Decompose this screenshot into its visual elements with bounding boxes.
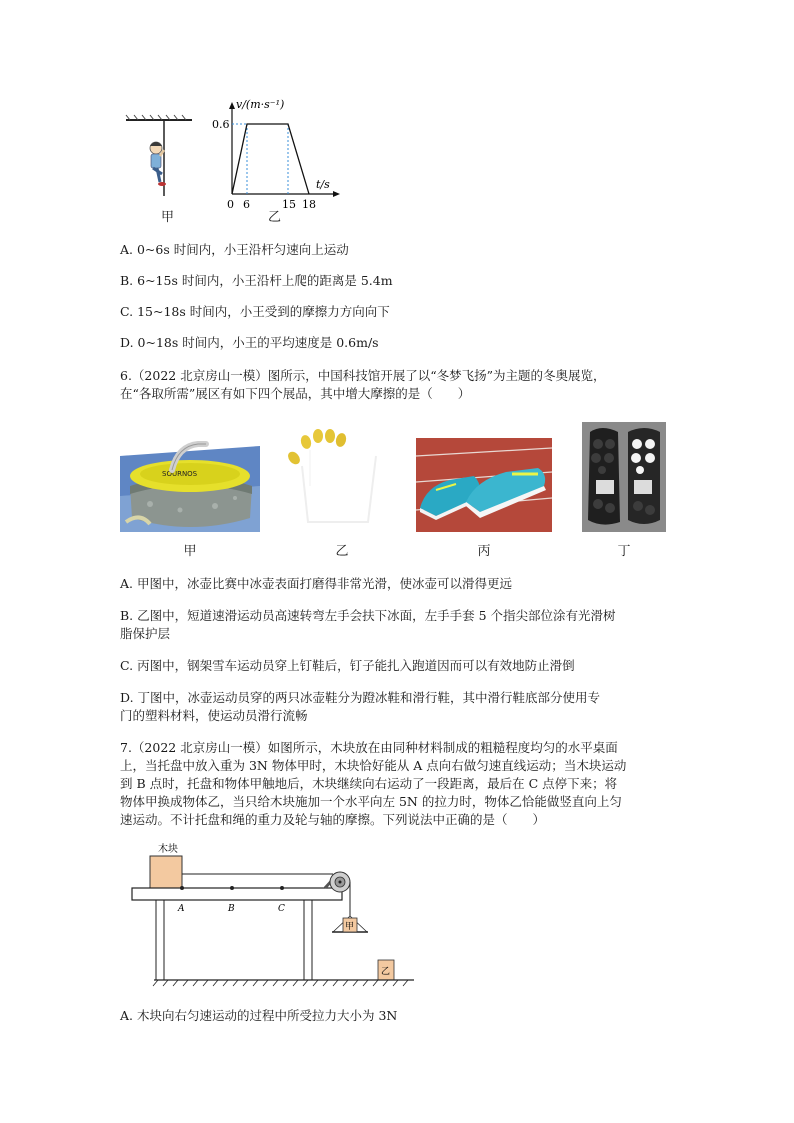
curling-brand-text: SOURNOS — [162, 470, 198, 478]
q6-stem-line2: 在“各取所需”展区有如下四个展品，其中增大摩擦的是（ ） — [120, 386, 471, 401]
object-yi-label: 乙 — [381, 967, 391, 977]
q6-option-b-line2: 脂保护层 — [120, 626, 171, 641]
q7-stem-line2: 上，当托盘中放入重为 3N 物体甲时，木块恰好能从 A 点向右做匀速直线运动；当木块运动 — [120, 758, 627, 773]
q7-stem-line1: 7.（2022 北京房山一模）如图所示，木块放在由同种材料制成的粗糙程度均匀的水平桌面 — [120, 740, 618, 755]
q5-option-a: A. 0~6s 时间内，小王沿杆匀速向上运动 — [120, 242, 349, 257]
vt-y-tick-06: 0.6 — [212, 118, 230, 131]
q5-option-d: D. 0~18s 时间内，小王的平均速度是 0.6m/s — [120, 335, 379, 350]
table-pulley-diagram — [120, 838, 420, 998]
photo-glove-fingertips — [280, 426, 400, 532]
vt-x-tick-0: 0 — [227, 198, 234, 211]
vt-x-axis-label: t/s — [316, 178, 330, 191]
table-top — [132, 888, 342, 900]
q6-option-d-line2: 门的塑料材料，使运动员滑行流畅 — [120, 708, 308, 723]
q7-stem-line5: 速运动。不计托盘和绳的重力及轮与轴的摩擦。下列说法中正确的是（ ） — [120, 812, 546, 827]
vt-x-tick-15: 15 — [282, 198, 296, 211]
q6-option-b-line1: B. 乙图中，短道速滑运动员高速转弯左手会扶下冰面，左手手套 5 个指尖部位涂有光滑树 — [120, 608, 616, 623]
object-jia-label: 甲 — [345, 922, 355, 932]
photo-caption-ding: 丁 — [617, 544, 631, 559]
wooden-block — [150, 856, 182, 888]
block-label: 木块 — [158, 844, 178, 855]
vt-x-tick-18: 18 — [302, 198, 316, 211]
point-b-label: B — [228, 904, 235, 914]
q7-stem-line3: 到 B 点时，托盘和物体甲触地后，木块继续向右运动了一段距离，最后在 C 点停下来；将 — [120, 776, 618, 791]
q5-option-c: C. 15~18s 时间内，小王受到的摩擦力方向向下 — [120, 304, 390, 319]
photo-spike-shoes — [416, 438, 552, 532]
vt-x-tick-6: 6 — [243, 198, 250, 211]
photo-caption-jia: 甲 — [183, 544, 197, 559]
vt-y-axis-label: v/(m·s⁻¹) — [236, 98, 285, 111]
q7-option-a: A. 木块向右匀速运动的过程中所受拉力大小为 3N — [120, 1008, 398, 1023]
climber-illustration — [120, 108, 200, 223]
q7-stem-line4: 物体甲换成物体乙，当只给木块施加一个水平向左 5N 的拉力时，物体乙恰能做竖直向上匀 — [120, 794, 622, 809]
point-b-dot — [230, 886, 234, 890]
q5-option-b: B. 6~15s 时间内，小王沿杆上爬的距离是 5.4m — [120, 273, 393, 288]
point-c-label: C — [278, 904, 285, 914]
q6-option-a: A. 甲图中，冰壶比赛中冰壶表面打磨得非常光滑，使冰壶可以滑得更远 — [120, 576, 512, 591]
q6-option-d-line1: D. 丁图中，冰壶运动员穿的两只冰壶鞋分为蹬冰鞋和滑行鞋，其中滑行鞋底部分使用专 — [120, 690, 601, 705]
photo-curling-stone — [120, 426, 260, 532]
photo-curling-shoe-soles — [582, 422, 666, 532]
photo-caption-yi: 乙 — [335, 544, 349, 559]
q6-option-c: C. 丙图中，钢架雪车运动员穿上钉鞋后，钉子能扎入跑道因而可以有效地防止滑倒 — [120, 658, 575, 673]
point-a-dot — [180, 886, 184, 890]
figure-label-jia: 甲 — [161, 210, 175, 225]
vt-graph — [210, 96, 350, 216]
point-c-dot — [280, 886, 284, 890]
climber-figure — [120, 108, 200, 223]
q6-stem-line1: 6.（2022 北京房山一模）图所示，中国科技馆开展了以“冬梦飞扬”为主题的冬奥展览， — [120, 368, 606, 383]
point-a-label: A — [178, 904, 185, 914]
photo-caption-bing: 丙 — [477, 544, 491, 559]
figure-label-yi: 乙 — [268, 210, 282, 225]
